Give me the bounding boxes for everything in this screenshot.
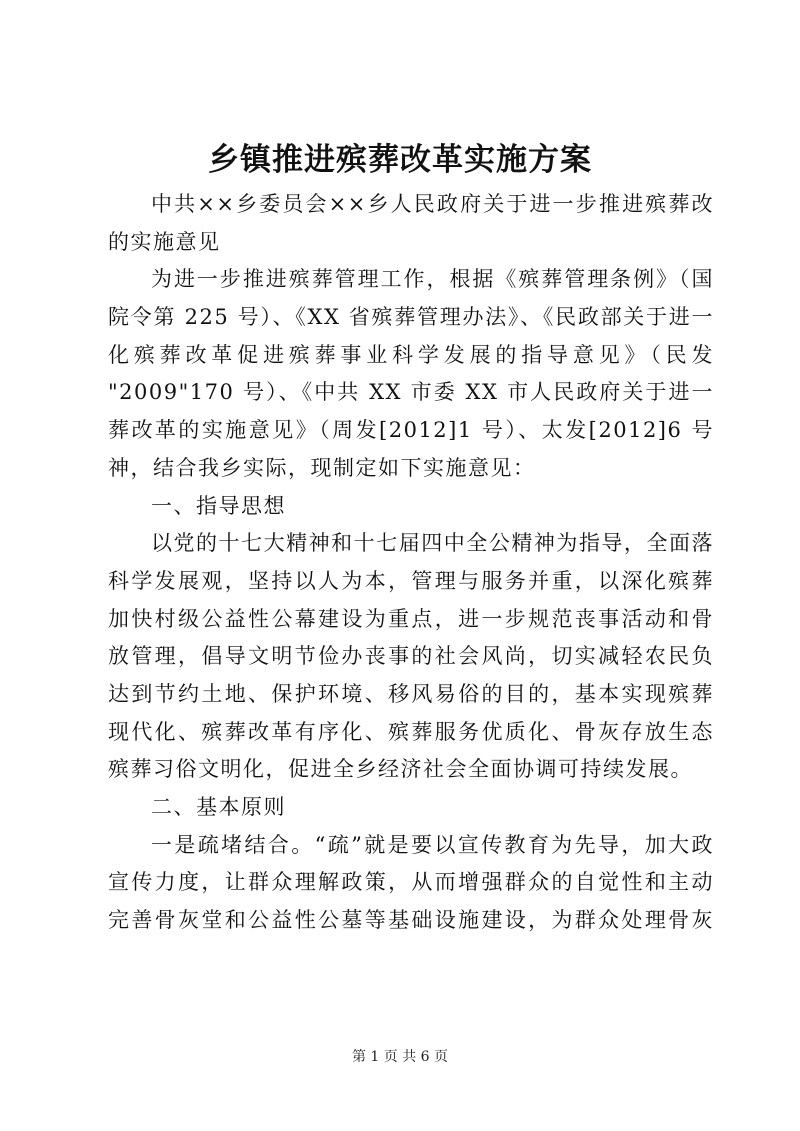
paragraph-line: 殡葬习俗文明化，促进全乡经济社会全面协调可持续发展。 (108, 757, 693, 782)
paragraph-line: "2009"170 号）、《中共 XX 市委 XX 市人民政府关于进一 (108, 380, 714, 405)
paragraph-line: 达到节约土地、保护环境、移风易俗的目的，基本实现殡葬 (108, 681, 714, 706)
paragraph-line: 科学发展观，坚持以人为本，管理与服务并重，以深化殡葬 (108, 568, 714, 593)
paragraph-line: 加快村级公益性公幕建设为重点，进一步规范丧事活动和骨 (108, 606, 714, 631)
paragraph-line: 以党的十七大精神和十七届四中全公精神为指导，全面落 (151, 531, 714, 556)
section-heading: 一、指导思想 (151, 493, 286, 518)
paragraph-line: 宣传力度，让群众理解政策，从而增强群众的自觉性和主动 (108, 870, 714, 895)
paragraph-line: 放管理，倡导文明节俭办丧事的社会风尚，切实减轻农民负 (108, 644, 714, 669)
paragraph-line: 院令第 225 号）、《XX 省殡葬管理办法》、《民政部关于进一 (108, 305, 714, 330)
paragraph-line: 的实施意见 (108, 229, 221, 254)
paragraph-line: 为进一步推进殡葬管理工作，根据《殡葬管理条例》（国 (151, 267, 714, 292)
paragraph-line: 中共××乡委员会××乡人民政府关于进一步推进殡葬改 (151, 192, 714, 216)
section-heading: 二、基本原则 (151, 795, 286, 819)
paragraph-line: 一是疏堵结合。“疏”就是要以宣传教育为先导，加大政 (151, 832, 714, 857)
paragraph-line: 现代化、殡葬改革有序化、殡葬服务优质化、骨灰存放生态 (108, 719, 714, 744)
paragraph-line: 完善骨灰堂和公益性公墓等基础设施建设，为群众处理骨灰 (108, 908, 714, 933)
paragraph-line: 葬改革的实施意见》（周发[2012]1 号）、太发[2012]6 号 (108, 418, 714, 443)
paragraph-line: 化殡葬改革促进殡葬事业科学发展的指导意见》（民发 (108, 342, 714, 367)
document-title: 乡镇推进殡葬改革实施方案 (208, 142, 592, 178)
page-number-footer: 第 1 页 共 6 页 (351, 1049, 449, 1065)
paragraph-line: 神，结合我乡实际，现制定如下实施意见： (108, 455, 536, 480)
document-body (108, 186, 714, 940)
